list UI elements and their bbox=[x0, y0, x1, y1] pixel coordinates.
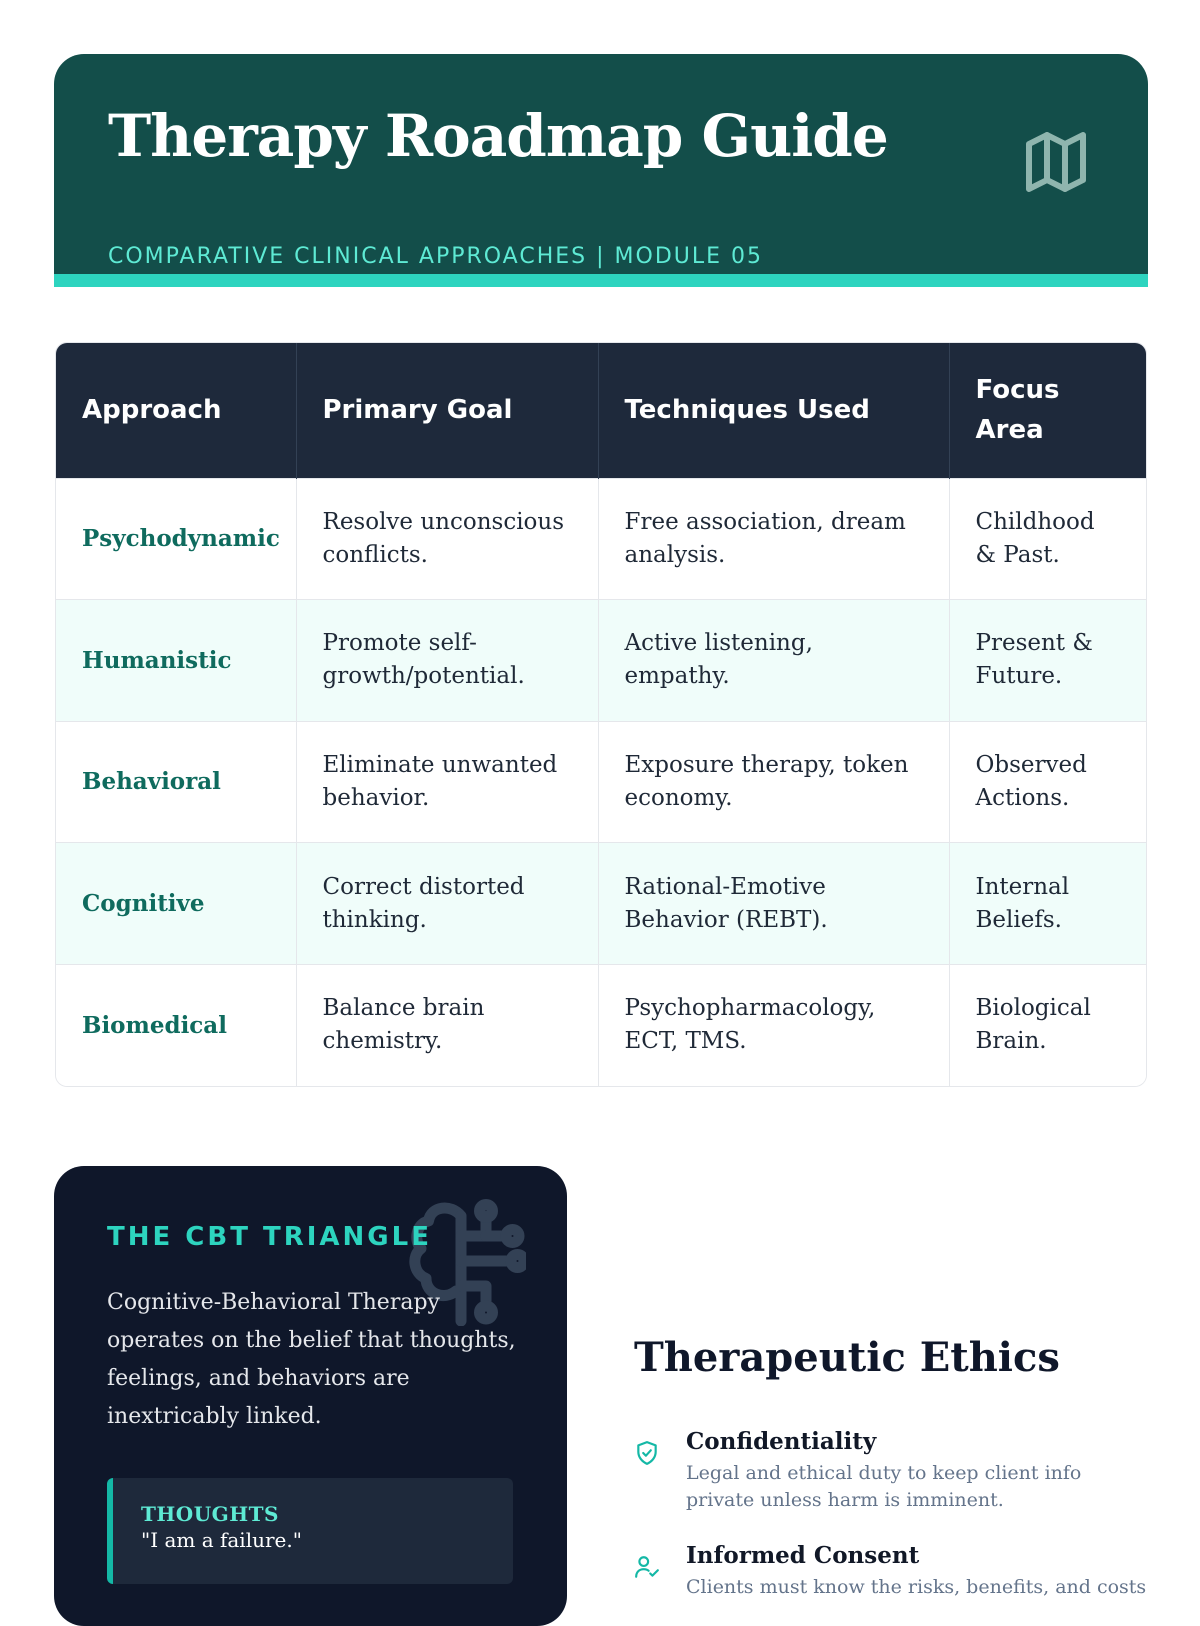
header-banner bbox=[54, 54, 1148, 287]
cbt-description: Cognitive-Behavioral Therapy operates on the belief that thoughts, feelings, and behaviors are inextricably linked. bbox=[107, 1290, 516, 1429]
goal-cell: Correct distorted thinking. bbox=[296, 843, 598, 965]
page-subtitle: COMPARATIVE CLINICAL APPROACHES | MODULE 05 bbox=[108, 244, 764, 269]
approach-cell: Behavioral bbox=[56, 721, 296, 843]
focus-cell: Biological Brain. bbox=[949, 964, 1147, 1086]
focus-cell: Observed Actions. bbox=[949, 721, 1147, 843]
ethics-title: Therapeutic Ethics bbox=[634, 1334, 1060, 1381]
techniques-cell: Rational-Emotive Behavior (REBT). bbox=[598, 843, 949, 965]
ethics-item-name: Informed Consent bbox=[686, 1542, 920, 1569]
ethics-item-name: Confidentiality bbox=[686, 1428, 877, 1455]
cbt-title: THE CBT TRIANGLE bbox=[107, 1222, 432, 1252]
goal-cell: Eliminate unwanted behavior. bbox=[296, 721, 598, 843]
focus-cell: Internal Beliefs. bbox=[949, 843, 1147, 965]
focus-cell: Childhood & Past. bbox=[949, 478, 1147, 600]
approach-cell: Psychodynamic bbox=[56, 478, 296, 600]
page-title: Therapy Roadmap Guide bbox=[108, 102, 888, 170]
approach-cell: Biomedical bbox=[56, 964, 296, 1086]
techniques-cell: Exposure therapy, token economy. bbox=[598, 721, 949, 843]
table-header-row bbox=[56, 343, 1147, 478]
goal-cell: Promote self-growth/potential. bbox=[296, 600, 598, 722]
techniques-cell: Psychopharmacology, ECT, TMS. bbox=[598, 964, 949, 1086]
approaches-table bbox=[55, 342, 1147, 1087]
column-header-focus-area: Focus Area bbox=[975, 375, 1060, 446]
approach-cell: Humanistic bbox=[56, 600, 296, 722]
ethics-item-description: Legal and ethical duty to keep client info private unless harm is imminent. bbox=[686, 1462, 1082, 1511]
techniques-cell: Active listening, empathy. bbox=[598, 600, 949, 722]
table-row bbox=[56, 721, 1147, 843]
approach-cell: Cognitive bbox=[56, 843, 296, 965]
focus-cell: Present & Future. bbox=[949, 600, 1147, 722]
column-header-approach: Approach bbox=[56, 343, 296, 478]
ethics-item-description: Clients must know the risks, benefits, and costs bbox=[686, 1576, 1147, 1598]
map-icon bbox=[1020, 126, 1092, 198]
thought-quote: "I am a failure." bbox=[141, 1528, 302, 1552]
table-row bbox=[56, 964, 1147, 1086]
table-row bbox=[56, 600, 1147, 722]
user-check-icon bbox=[634, 1554, 660, 1580]
thought-example-box bbox=[107, 1478, 513, 1584]
cbt-triangle-card bbox=[54, 1166, 567, 1626]
thought-label: THOUGHTS bbox=[141, 1502, 279, 1526]
shield-check-icon bbox=[634, 1440, 660, 1466]
techniques-cell: Free association, dream analysis. bbox=[598, 478, 949, 600]
goal-cell: Resolve unconscious conflicts. bbox=[296, 478, 598, 600]
column-header-primary-goal: Primary Goal bbox=[296, 343, 598, 478]
goal-cell: Balance brain chemistry. bbox=[296, 964, 598, 1086]
table-row bbox=[56, 478, 1147, 600]
column-header-techniques: Techniques Used bbox=[598, 343, 949, 478]
table-row bbox=[56, 843, 1147, 965]
header-accent-bar bbox=[54, 274, 1148, 287]
